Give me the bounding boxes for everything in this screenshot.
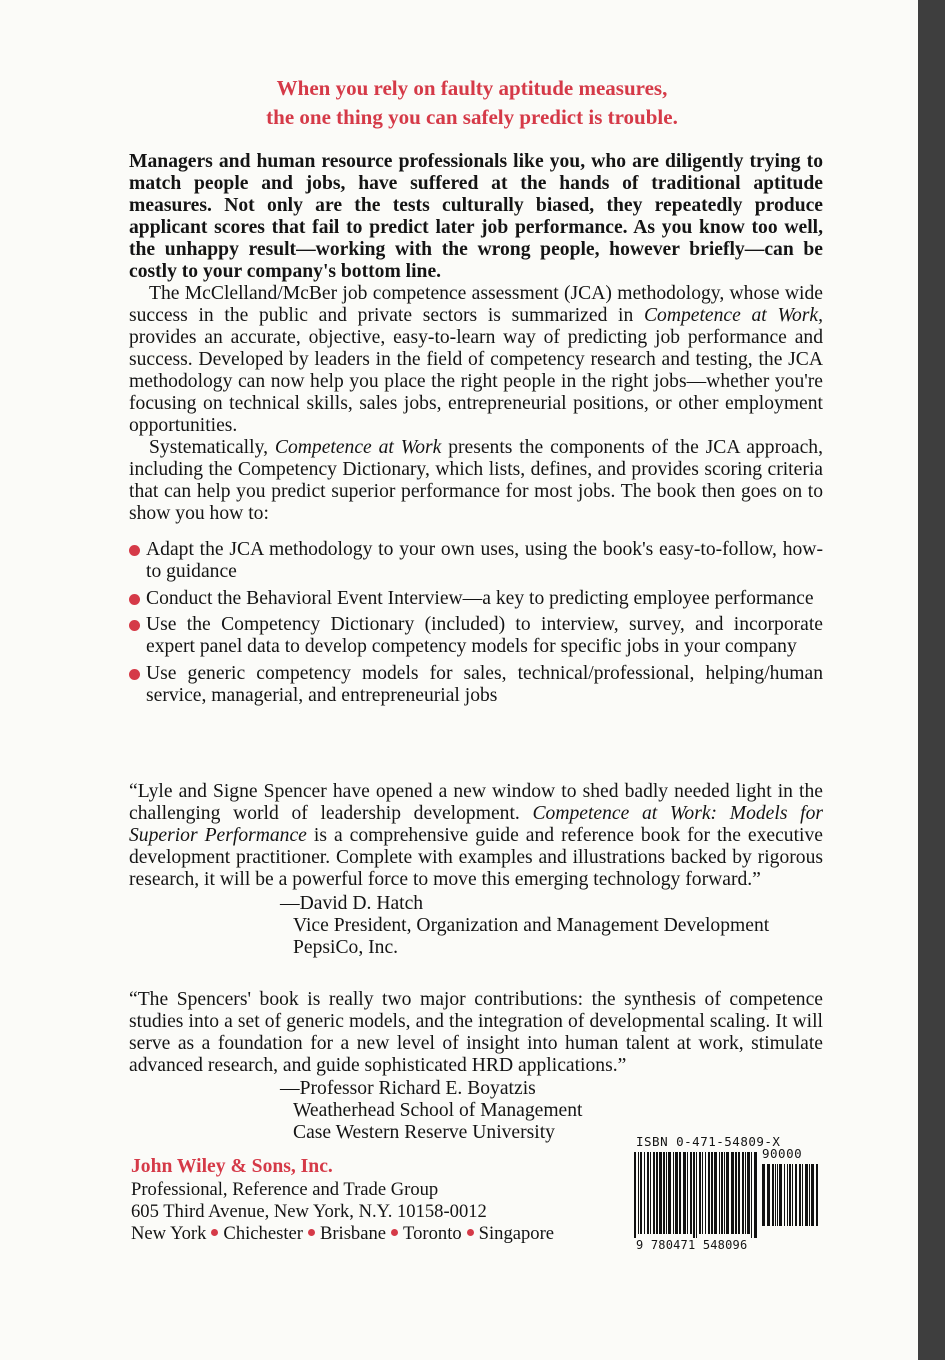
testimonial-2-school: Weatherhead School of Management [293, 1100, 583, 1121]
city: Toronto [403, 1223, 462, 1244]
city: Brisbane [319, 1223, 387, 1244]
testimonial-2: “The Spencers' book is really two major contributions: the synthesis of competence studies into a set of generic models, and the integration of developmental scaling. It will serve as a foundation for a new level of insight into human talent at work, stimulate advanced research, and guide sophisticated HRD applications.” [129, 988, 823, 1076]
city: Singapore [478, 1223, 555, 1244]
barcode-digits: 9 780471 548096 [636, 1238, 748, 1252]
list-item-text: Conduct the Behavioral Event Interview—a key to predicting employee performance [146, 587, 814, 609]
isbn-label: ISBN 0-471-54809-X [636, 1134, 781, 1149]
bullet-icon [129, 620, 140, 631]
intro-paragraph-2-start: The McClelland/McBer job competence assessment (JCA) methodology, whose wide success in the public and private sectors is summarized in [129, 283, 823, 326]
list-item-text: Adapt the JCA methodology to your own uses, using the book's easy-to-follow, how-to guidance [146, 539, 823, 582]
list-item-text: Use generic competency models for sales, technical/professional, helping/human service, managerial, and entrepreneurial jobs [146, 662, 823, 706]
spine-edge [918, 0, 945, 1360]
publisher-cities [131, 1223, 554, 1245]
testimonial-1-text-end: is a comprehensive guide and reference book for the executive development practitioner. Complete with examples and illustrations backed by rigorous research, it will be a powerful force to move this emerging technology forward.” [129, 824, 823, 890]
intro-paragraph-2-end: provides an accurate, objective, easy-to-learn way of predicting job performance and success. Developed by leaders in the field of competency research and testing, the JCA methodology can now help you place the right people in the right jobs—whether you're focusing on technical skills, sales jobs, entrepreneurial positions, or other employment opportunities. [129, 327, 823, 436]
testimonial-1-attribution [280, 893, 840, 959]
isbn-barcode [632, 1134, 820, 1258]
barcode-icon [632, 1152, 820, 1238]
testimonial-1-author: —David D. Hatch [280, 893, 424, 914]
intro-paragraph-1: Managers and human resource professionals like you, who are diligently trying to match people and jobs, have suffered at the hands of traditional aptitude measures. Not only are the tests culturally biased, they repeatedly produce applicant scores that fail to predict later job performance. As you know too well, the unhappy result—working with the wrong people, however briefly—can be costly to your company's bottom line. [129, 151, 823, 282]
bullet-icon [129, 669, 140, 680]
publisher-block [131, 1155, 554, 1245]
publisher-name: John Wiley & Sons, Inc. [131, 1156, 333, 1177]
testimonial-1-org: PepsiCo, Inc. [293, 937, 399, 958]
intro-paragraph-3-start: Systematically, [149, 437, 275, 458]
intro-text [129, 151, 823, 525]
testimonial-2-university: Case Western Reserve University [293, 1122, 555, 1143]
separator-dot-icon [391, 1229, 398, 1236]
testimonial-2-author: —Professor Richard E. Boyatzis [280, 1078, 536, 1099]
intro-paragraph-2 [129, 283, 823, 437]
intro-paragraph-3 [129, 437, 823, 525]
city: New York [131, 1223, 207, 1244]
bullet-icon [129, 594, 140, 605]
list-item [129, 539, 823, 583]
intro-paragraph-3-end: presents the components of the JCA approach, including the Competency Dictionary, which lists, defines, and provides scoring criteria that can help you predict superior performance for most jobs. The book then goes on to show you how to: [129, 437, 823, 524]
publisher-group: Professional, Reference and Trade Group [131, 1179, 439, 1200]
testimonial-1 [129, 781, 823, 891]
price-addon-code: 90000 [762, 1146, 803, 1161]
list-item [129, 588, 823, 610]
bullet-icon [129, 545, 140, 556]
separator-dot-icon [467, 1229, 474, 1236]
publisher-address: 605 Third Avenue, New York, N.Y. 10158-0012 [131, 1201, 487, 1222]
book-title-ref: Competence at Work [274, 437, 442, 458]
testimonial-1-text-start: “Lyle and Signe Spencer have opened a new window to shed badly needed light in the challenging world of leadership development. [129, 780, 823, 824]
list-item [129, 614, 823, 658]
headline-line-1: When you rely on faulty aptitude measures, [276, 76, 668, 100]
book-title-ref: Competence at Work, [643, 305, 823, 326]
testimonial-1-book-title: Competence at Work: Models for Superior Performance [129, 802, 823, 846]
list-item [129, 663, 823, 707]
headline [150, 74, 794, 132]
feature-list [129, 539, 823, 711]
testimonial-1-role: Vice President, Organization and Management Development [293, 915, 770, 936]
city: Chichester [223, 1223, 303, 1244]
separator-dot-icon [308, 1229, 315, 1236]
headline-line-2: the one thing you can safely predict is trouble. [266, 105, 678, 129]
list-item-text: Use the Competency Dictionary (included) to interview, survey, and incorporate expert panel data to develop competency models for specific jobs in your company [146, 614, 823, 657]
separator-dot-icon [211, 1229, 218, 1236]
